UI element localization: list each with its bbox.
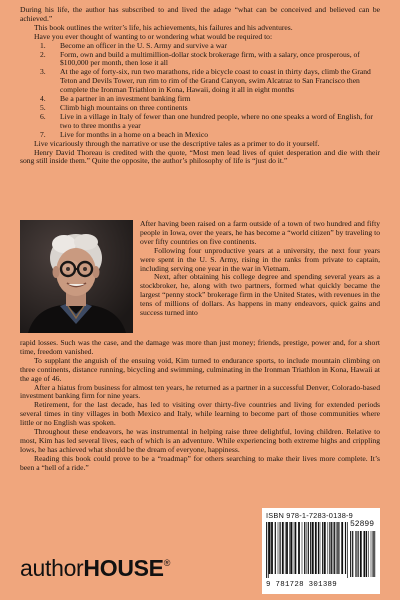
price-code: 52899 — [349, 520, 374, 529]
author-portrait-image — [20, 220, 133, 333]
bio-paragraph-5: After a hiatus from business for almost ten years, he returned as a partner in a successful Denver, Colorado-based investment banking firm for nine years. — [20, 382, 380, 401]
list-number: 7. — [40, 129, 46, 139]
vicarious-paragraph: Live vicariously through the narrative or use the descriptive tales as a primer to do it yourself. — [34, 138, 320, 148]
isbn-label: ISBN 978-1-7283-0138-9 — [266, 511, 353, 520]
list-number: 6. — [40, 111, 46, 121]
bio-paragraph-4: To supplant the anguish of the ensuing void, Kim turned to endurance sports, to include mountain climbing on three continents, distance running, bicycling and swimming, culminating in the Ironman Triathlon in Kona, Hawaii at the age of 46. — [20, 355, 380, 383]
bio-paragraph-2: Following four unproductive years at a university, the next four years were spent in the U. S. Army, rising in the ranks from private to captain, including serving one year in the war in Vietnam. — [140, 245, 380, 273]
logo-text-house: HOUSE — [83, 555, 164, 581]
intro-paragraph-1: During his life, the author has subscribed to and lived the adage “what can be conceived and believed can be achieved.” — [20, 5, 380, 23]
intro-paragraph-2: This book outlines the writer’s life, his achievements, his failures and his adventures. — [34, 22, 293, 32]
logo-text-author: author — [20, 555, 84, 581]
registered-mark: ® — [163, 558, 171, 568]
bio-paragraph-1: After having been raised on a farm outside of a town of two hundred and fifty people in Iowa, over the years, he has become a “world citizen” by traveling to over fifty countries on five continents. — [140, 219, 380, 246]
goals-list — [20, 42, 380, 140]
list-text: Form, own and build a multimillion-dollar stock brokerage firm, with a salary, once prosperous, of $100,000 per month, then lose it all — [60, 49, 360, 68]
intro-paragraph-3: Have you ever thought of wanting to or wondering what would be required to: — [34, 31, 273, 41]
list-number: 3. — [40, 67, 46, 77]
ean-digits: 9 781728 301389 — [266, 581, 338, 589]
list-text: Live in a village in Italy of fewer than one hundred people, where no one speaks a word of English, for two to three months a year — [60, 111, 373, 130]
bio-full-section — [20, 339, 380, 473]
bio-paragraph-3: Next, after obtaining his college degree and spending several years as a stockbroker, he, along with two partners, formed what quickly became the largest “penny stock” brokerage firm in the United States, with revenues in the tens of millions of dollars. As happens in many endeavors, quick gains and success turned into — [140, 272, 380, 318]
list-item — [20, 51, 380, 69]
addon-barcode — [350, 531, 376, 577]
list-item — [20, 113, 380, 131]
intro-section — [20, 6, 380, 166]
bio-side-section — [140, 220, 380, 318]
bio-paragraph-3-cont: rapid losses. Such was the case, and the damage was more than just money; friends, prestige, power and, for a short time, freedom vanished. — [20, 338, 380, 356]
list-item — [20, 68, 380, 95]
list-number: 5. — [40, 102, 46, 112]
bio-paragraph-8: Reading this book could prove to be a “roadmap” for others searching to make their lives more complete. It’s been a “hell of a ride.” — [20, 453, 380, 472]
list-text: At the age of forty-six, run two marathons, ride a bicycle coast to coast in thirty days, climb the Grand Teton and Devils Tower, run rim to rim of the Grand Canyon, swim Alcatraz to San Francisco then complete the Ironman Triathlon in Kona, Hawaii, doing it all in eight months — [60, 67, 371, 95]
list-number: 1. — [40, 40, 46, 50]
author-photo — [20, 220, 133, 333]
publisher-logo — [20, 555, 170, 582]
ean-barcode — [266, 522, 348, 578]
list-number: 2. — [40, 49, 46, 59]
bio-paragraph-6: Retirement, for the last decade, has led to visiting over thirty-five countries and living for extended periods several times in tiny villages in both Mexico and Italy, while learning to become part of those communities where little or no English was spoken. — [20, 400, 380, 428]
list-text: Live for months in a home on a beach in Mexico — [60, 129, 209, 139]
list-number: 4. — [40, 94, 46, 104]
list-text: Be a partner in an investment banking firm — [60, 94, 191, 104]
list-item — [20, 131, 380, 140]
list-text: Climb high mountains on three continents — [60, 102, 188, 112]
list-text: Become an officer in the U. S. Army and survive a war — [60, 40, 228, 50]
isbn-barcode-box — [262, 508, 380, 594]
thoreau-paragraph: Henry David Thoreau is credited with the quote, “Most men lead lives of quiet desperation and die with their song still inside them.” Quite the opposite, the author’s philosophy of life is “just do it.” — [20, 147, 380, 166]
bio-paragraph-7: Throughout these endeavors, he was instrumental in helping raise three delightful, loving children. Relative to most, Kim has led several lives, each of which is an adventure. While experiencing both extreme highs and crippling lows, he has achieved what should be the dream of everyone, happiness. — [20, 427, 380, 454]
